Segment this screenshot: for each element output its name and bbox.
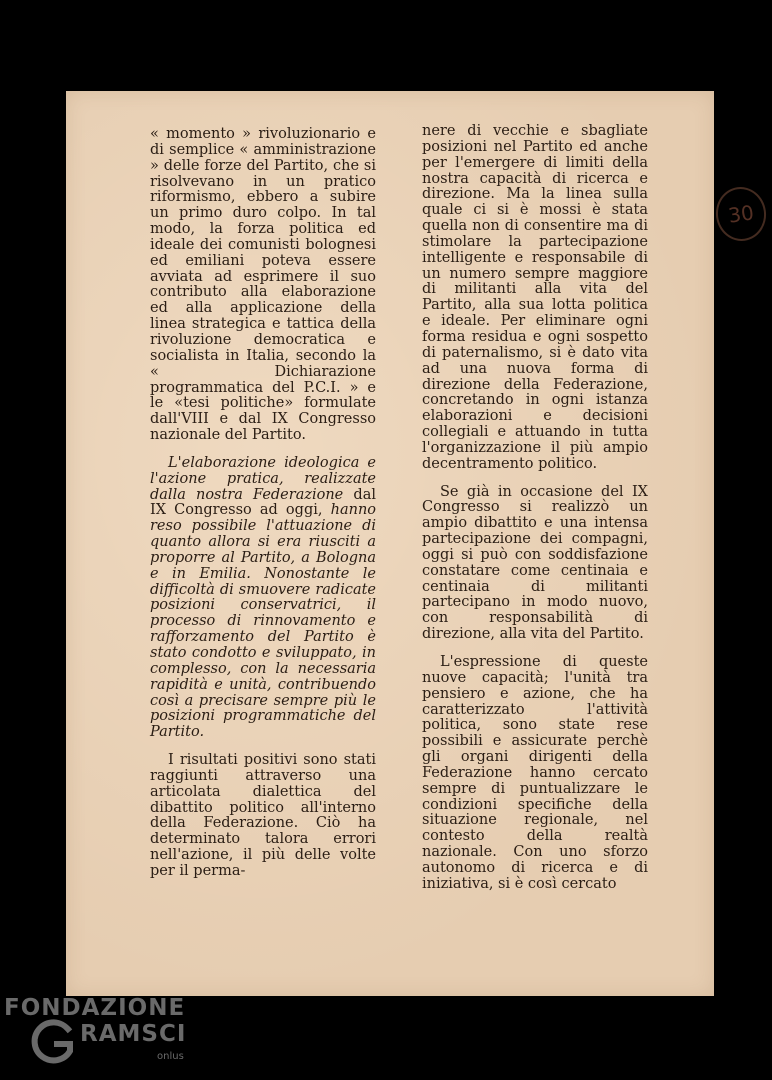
paragraph: L'espressione di queste nuove capacità; l'unità tra pensiero e azione, che ha caratterizzato l'attività politica, sono state rese possibili e assicurate perchè gli organi dirigenti della Federazione hanno cercato sempre di puntualizzare le condizioni specifiche della situazione regionale, nel contesto della realtà nazionale. Con uno sforzo autonomo di ricerca e di iniziativa, si è così cercato xyxy=(422,654,648,892)
watermark-g-icon xyxy=(30,1017,76,1067)
paragraph: nere di vecchie e sbagliate posizioni nel Partito ed anche per l'emergere di limiti della nostra capacità di ricerca e direzione. Ma la linea sulla quale ci si è mossi è stata quella non di consentire ma di stimolare la partecipazione intelligente e responsabile di un numero sempre maggiore di militanti alla vita del Partito, alla sua lotta politica e ideale. Per eliminare ogni forma residua e ogni sospetto di paternalismo, si è dato vita ad una nuova forma di direzione della Federazione, concretando in ogni istanza elaborazioni e decisioni collegiali e attuando in tutta l'organizzazione il più ampio decentramento politico. xyxy=(422,123,648,472)
italic-text: L'elaborazione ideologica e l'azione pratica, realizzate dalla nostra Federazione xyxy=(150,454,376,503)
paragraph: Se già in occasione del IX Congresso si realizzò un ampio dibattito e una intensa partecipazione dei compagni, oggi si può con soddisfazione constatare come centinaia e centinaia di militanti partecipano in modo nuovo, con responsabilità di direzione, alla vita del Partito. xyxy=(422,483,648,643)
italic-text: hanno reso possibile l'attuazione di quanto allora si era riusciti a proporre al Partito, a Bologna e in Emilia. Nonostante le difficoltà di smuovere radicate posizioni conservatrici, il processo di rinnovamento e rafforzamento del Partito è stato condotto e sviluppato, in complesso, con la necessaria rapidità e unità, contribuendo così a precisare sempre più le posizioni programmatiche del Partito. xyxy=(150,502,377,741)
paragraph xyxy=(150,456,376,741)
watermark-logo-line1: FONDAZIONE xyxy=(4,995,186,1021)
right-column xyxy=(422,124,648,893)
page-number-stamp: 30 xyxy=(712,184,769,244)
left-column xyxy=(150,127,376,880)
roman-text: dal IX Congresso ad oggi, xyxy=(150,486,376,519)
paragraph: « momento » rivoluzionario e di semplice « amministrazione » delle forze del Partito, che si risolvevano in un pratico riformismo, ebbero a subire un primo duro colpo. In tal modo, la forza politica ed ideale dei comunisti bolognesi ed emiliani poteva essere avviata ad esprimere il suo contributo alla elaborazione ed alla applicazione della linea strategica e tattica della rivoluzione democratica e socialista in Italia, secondo la « Dichiarazione programmatica del P.C.I. » e le «tesi politiche» formulate dall'VIII e dal IX Congresso nazionale del Partito. xyxy=(150,126,376,444)
watermark-onlus: onlus xyxy=(157,1051,184,1062)
document-page xyxy=(66,91,756,996)
watermark-logo-line2: RAMSCI xyxy=(80,1021,187,1047)
paragraph: I risultati positivi sono stati raggiunti attraverso una articolata dialettica del dibattito politico all'interno della Federazione. Ciò ha determinato talora errori nell'azione, il più delle volte per il perma- xyxy=(150,752,376,879)
